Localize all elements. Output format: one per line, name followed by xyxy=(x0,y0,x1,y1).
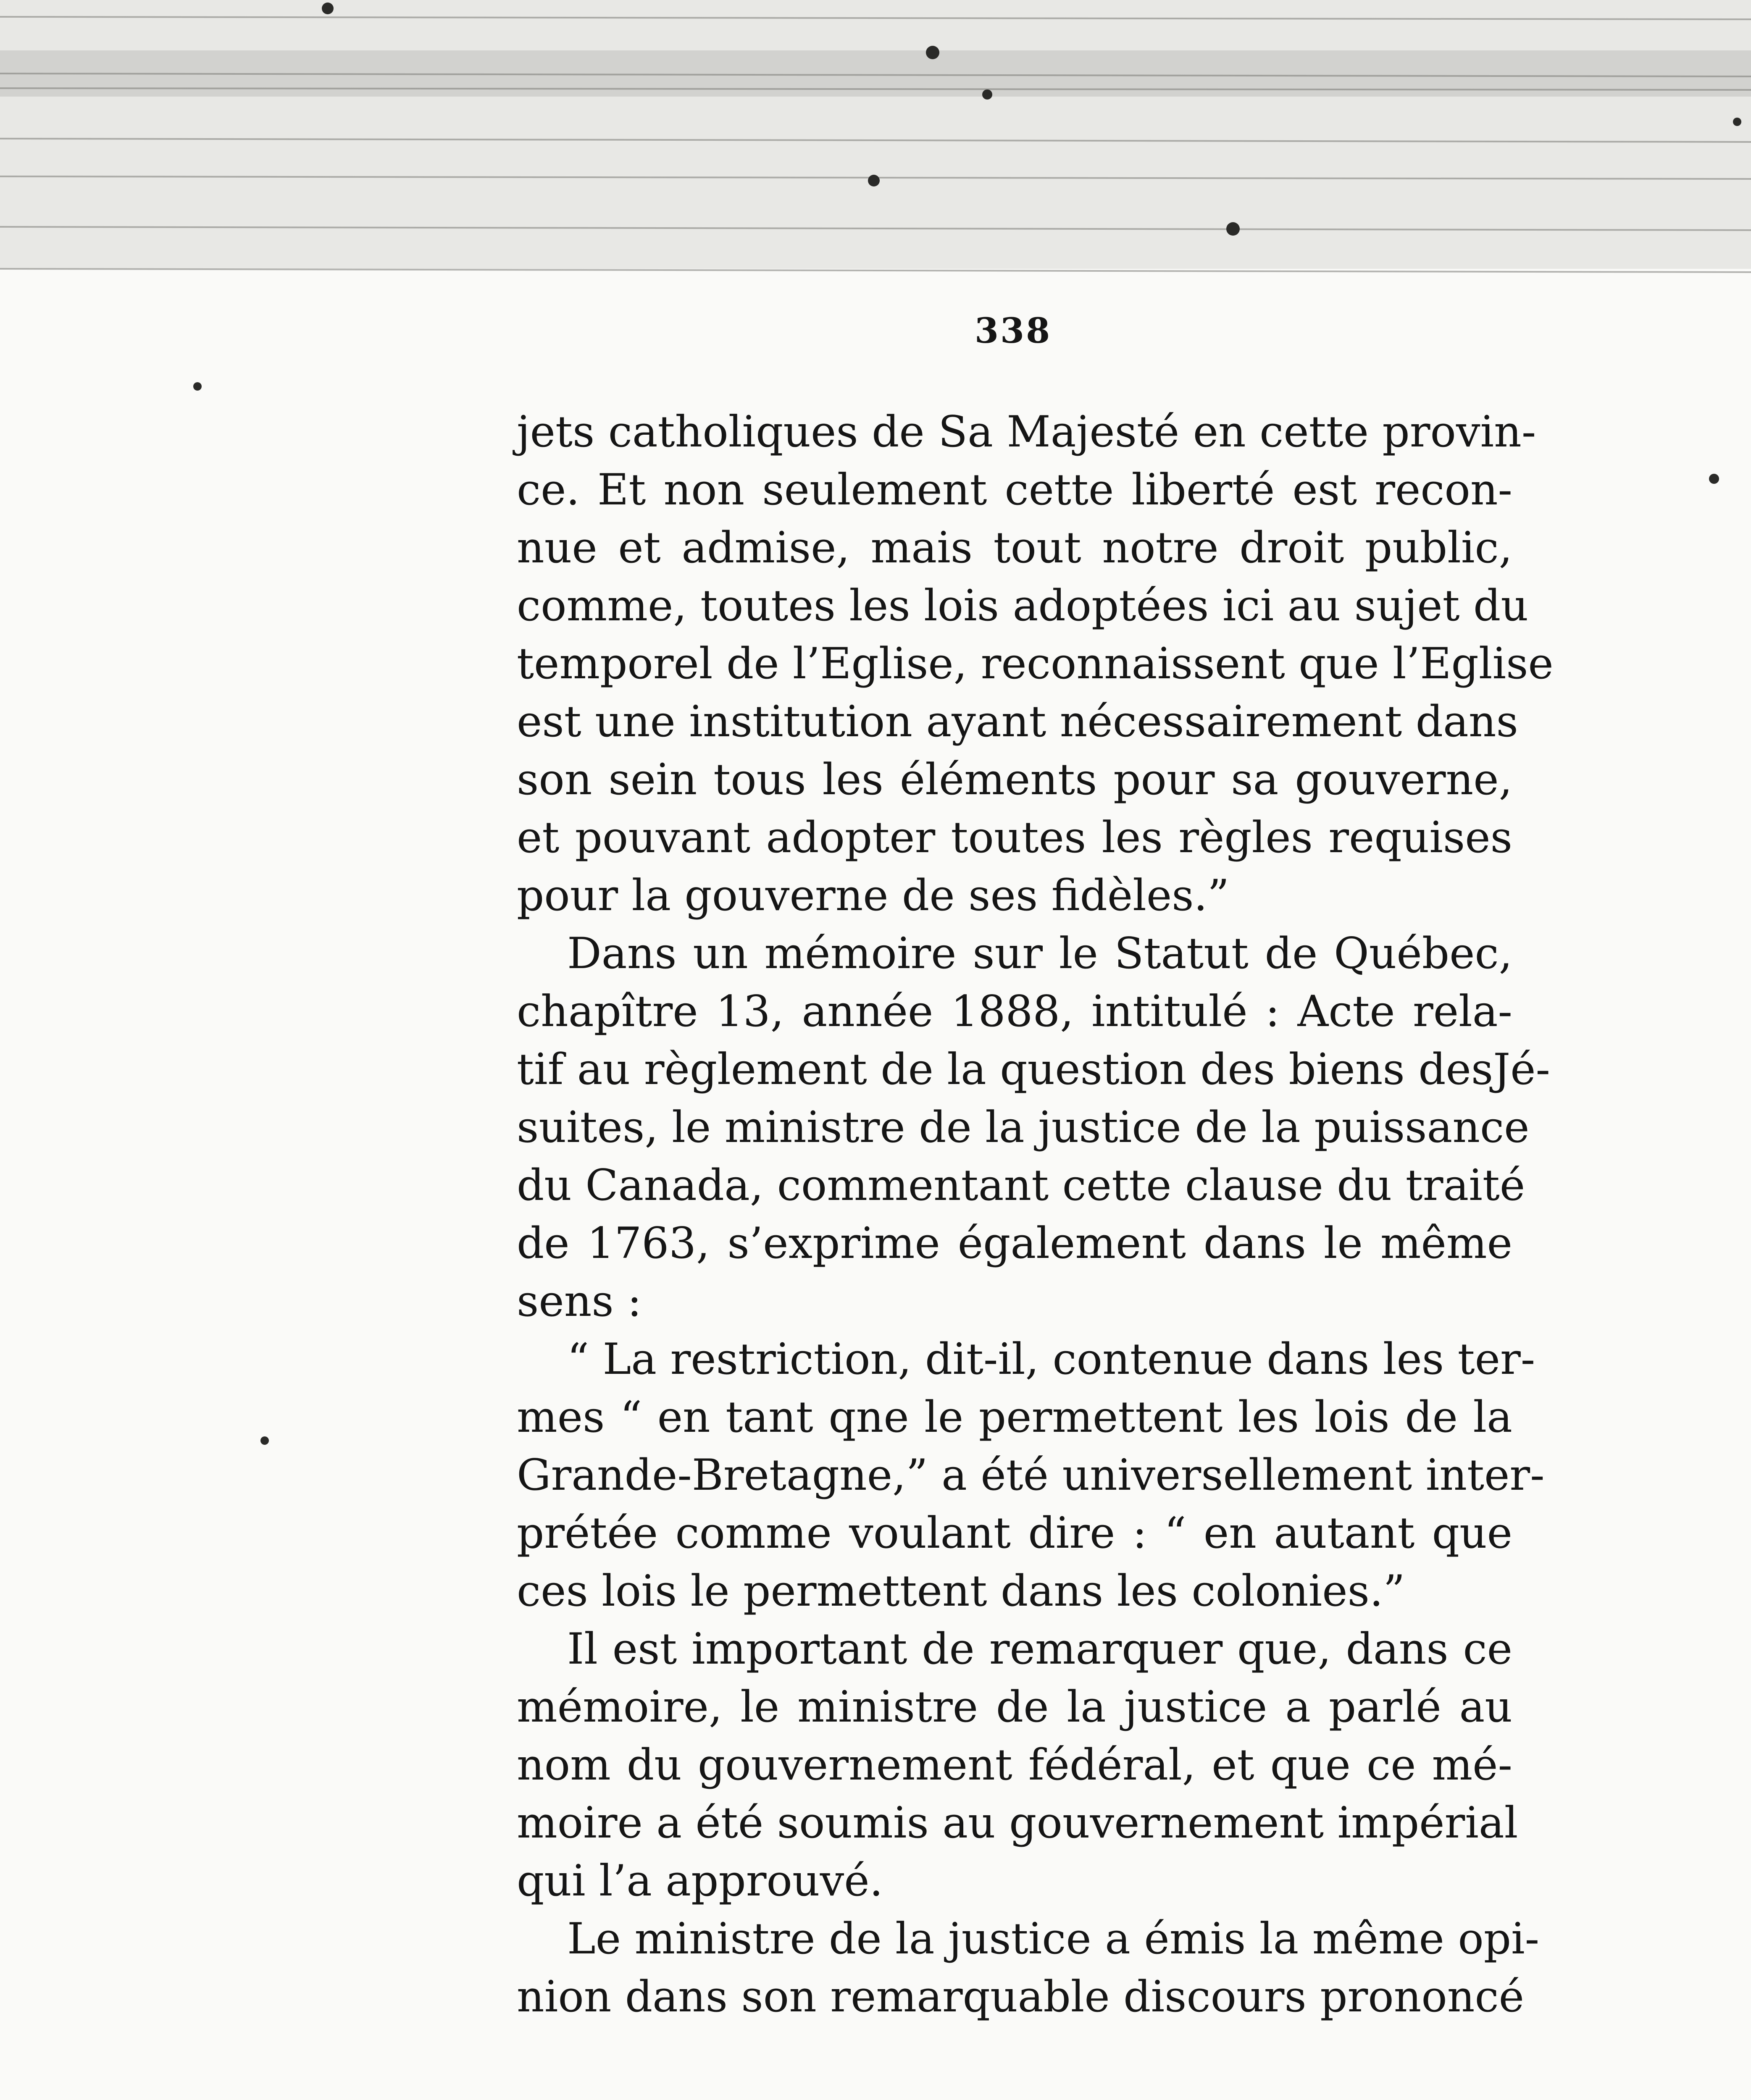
text-line: qui l’a approuvé. xyxy=(517,1856,883,1906)
text-line: Le ministre de la justice a émis la même opi- xyxy=(567,1914,1540,1964)
text-line: de 1763, s’exprime également dans le même xyxy=(517,1218,1512,1268)
page-number: 338 xyxy=(975,311,1052,351)
text-line: nion dans son remarquable discours prononcé xyxy=(517,1972,1524,2022)
text-line: comme, toutes les lois adoptées ici au sujet du xyxy=(517,581,1529,631)
text-line: est une institution ayant nécessairement dans xyxy=(517,697,1518,747)
text-line: son sein tous les éléments pour sa gouverne, xyxy=(517,755,1512,805)
text-line: Il est important de remarquer que, dans ce xyxy=(567,1624,1512,1674)
text-line: mes “ en tant qne le permettent les lois de la xyxy=(517,1392,1512,1442)
text-line: chapître 13, année 1888, intitulé : Acte rela- xyxy=(517,987,1512,1037)
text-line: “ La restriction, dit-il, contenue dans les ter- xyxy=(567,1334,1535,1384)
text-line: mémoire, le ministre de la justice a parlé au xyxy=(517,1682,1512,1732)
text-line: suites, le ministre de la justice de la puissance xyxy=(517,1102,1530,1152)
text-line: ces lois le permettent dans les colonies.” xyxy=(517,1566,1405,1616)
text-line: pour la gouverne de ses fidèles.” xyxy=(517,871,1230,921)
text-line: jets catholiques de Sa Majesté en cette provin- xyxy=(517,407,1536,457)
text-line: du Canada, commentant cette clause du traité xyxy=(517,1160,1525,1210)
body-text xyxy=(517,403,1554,2026)
text-line: ce. Et non seulement cette liberté est recon- xyxy=(517,465,1512,515)
text-line: Grande-Bretagne,” a été universellement inter- xyxy=(517,1450,1545,1500)
text-line: prétée comme voulant dire : “ en autant que xyxy=(517,1508,1512,1558)
text-line: nue et admise, mais tout notre droit public, xyxy=(517,523,1512,573)
text-line: et pouvant adopter toutes les règles requises xyxy=(517,813,1512,863)
text-line: Dans un mémoire sur le Statut de Québec, xyxy=(567,929,1512,979)
text-line: sens : xyxy=(517,1276,642,1326)
text-line: nom du gouvernement fédéral, et que ce mé- xyxy=(517,1740,1512,1790)
text-line: temporel de l’Eglise, reconnaissent que l’Eglise xyxy=(517,639,1554,689)
text-line: tif au règlement de la question des biens desJé- xyxy=(517,1045,1550,1095)
text-line: moire a été soumis au gouvernement impérial xyxy=(517,1798,1518,1848)
